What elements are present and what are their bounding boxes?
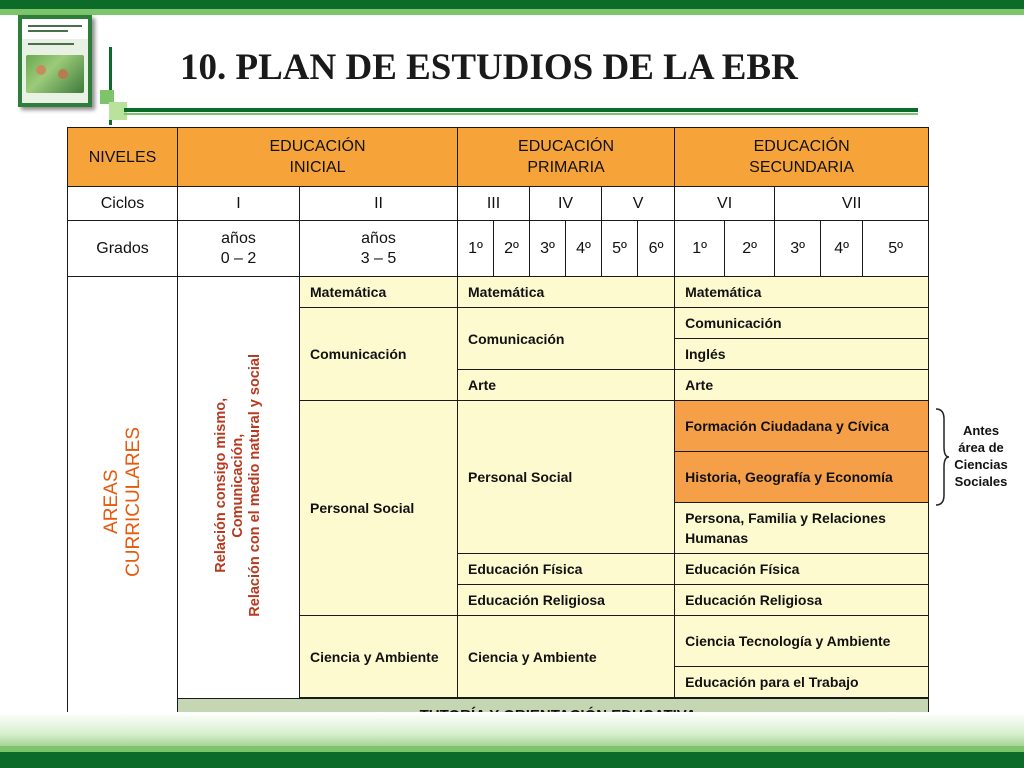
ciclos-label: Ciclos (68, 187, 178, 221)
primaria-header: EDUCACIÓN PRIMARIA (458, 128, 675, 187)
area-cell: Matemática (675, 277, 929, 308)
area-cell-highlighted: Historia, Geografía y Economía (675, 452, 929, 503)
title-underline-accent (124, 113, 918, 115)
grado-cell: años 3 – 5 (300, 221, 458, 277)
grado-cell: 4º (821, 221, 863, 277)
grado-cell: 6º (638, 221, 675, 277)
areas-curriculares-cell (68, 277, 178, 733)
ciclo-cell: IV (530, 187, 602, 221)
ciclos-row (68, 187, 929, 221)
area-cell: Educación para el Trabajo (675, 667, 929, 698)
area-cell: Arte (458, 370, 675, 401)
ciclo-cell: II (300, 187, 458, 221)
areas-curriculares-label: AREAS CURRICULARES (100, 427, 144, 577)
ciclo-cell: VI (675, 187, 775, 221)
ciclo-cell: III (458, 187, 530, 221)
grado-cell: 2º (494, 221, 530, 277)
inicial-header: EDUCACIÓN INICIAL (178, 128, 458, 187)
area-cell: Ciencia Tecnología y Ambiente (675, 616, 929, 667)
inicial-areas-label: Relación consigo mismo, Comunicación, Relación con el medio natural y social (213, 353, 263, 617)
grado-cell: años 0 – 2 (178, 221, 300, 277)
grado-cell: 4º (566, 221, 602, 277)
area-cell: Matemática (458, 277, 675, 308)
document-cover-thumbnail (18, 15, 92, 107)
area-cell: Personal Social (458, 401, 675, 554)
area-cell: Educación Religiosa (458, 585, 675, 616)
bottom-gradient (0, 712, 1024, 748)
niveles-header: NIVELES (68, 128, 178, 187)
area-cell: Comunicación (675, 308, 929, 339)
area-cell: Comunicación (458, 308, 675, 370)
bottom-bar (0, 752, 1024, 768)
area-cell: Persona, Familia y Relaciones Humanas (675, 503, 929, 554)
table-header-row (68, 128, 929, 187)
grado-cell: 1º (675, 221, 725, 277)
area-cell: Ciencia y Ambiente (300, 616, 458, 698)
ciclo-cell: V (602, 187, 675, 221)
grados-row (68, 221, 929, 277)
area-cell: Comunicación (300, 308, 458, 401)
cover-photo (26, 55, 84, 93)
grado-cell: 5º (602, 221, 638, 277)
area-cell: Educación Física (458, 554, 675, 585)
area-cell: Arte (675, 370, 929, 401)
grado-cell: 3º (775, 221, 821, 277)
grado-cell: 2º (725, 221, 775, 277)
area-cell: Educación Religiosa (675, 585, 929, 616)
grado-cell: 5º (863, 221, 929, 277)
antes-ciencias-sociales-note: Antes área de Ciencias Sociales (954, 423, 1008, 489)
page-title: 10. PLAN DE ESTUDIOS DE LA EBR (180, 47, 798, 88)
area-cell-highlighted: Formación Ciudadana y Cívica (675, 401, 929, 452)
area-row (68, 277, 929, 308)
study-plan-table (67, 127, 929, 733)
area-cell: Ciencia y Ambiente (458, 616, 675, 698)
top-bar (0, 0, 1024, 9)
top-bar-accent (0, 9, 1024, 15)
secundaria-header: EDUCACIÓN SECUNDARIA (675, 128, 929, 187)
ciclo-cell: I (178, 187, 300, 221)
grado-cell: 3º (530, 221, 566, 277)
area-cell: Personal Social (300, 401, 458, 616)
grado-cell: 1º (458, 221, 494, 277)
ciclo-cell: VII (775, 187, 929, 221)
area-cell: Matemática (300, 277, 458, 308)
grados-label: Grados (68, 221, 178, 277)
inicial-areas-cell (178, 277, 300, 699)
title-underline (124, 108, 918, 112)
area-cell: Educación Física (675, 554, 929, 585)
area-cell: Inglés (675, 339, 929, 370)
